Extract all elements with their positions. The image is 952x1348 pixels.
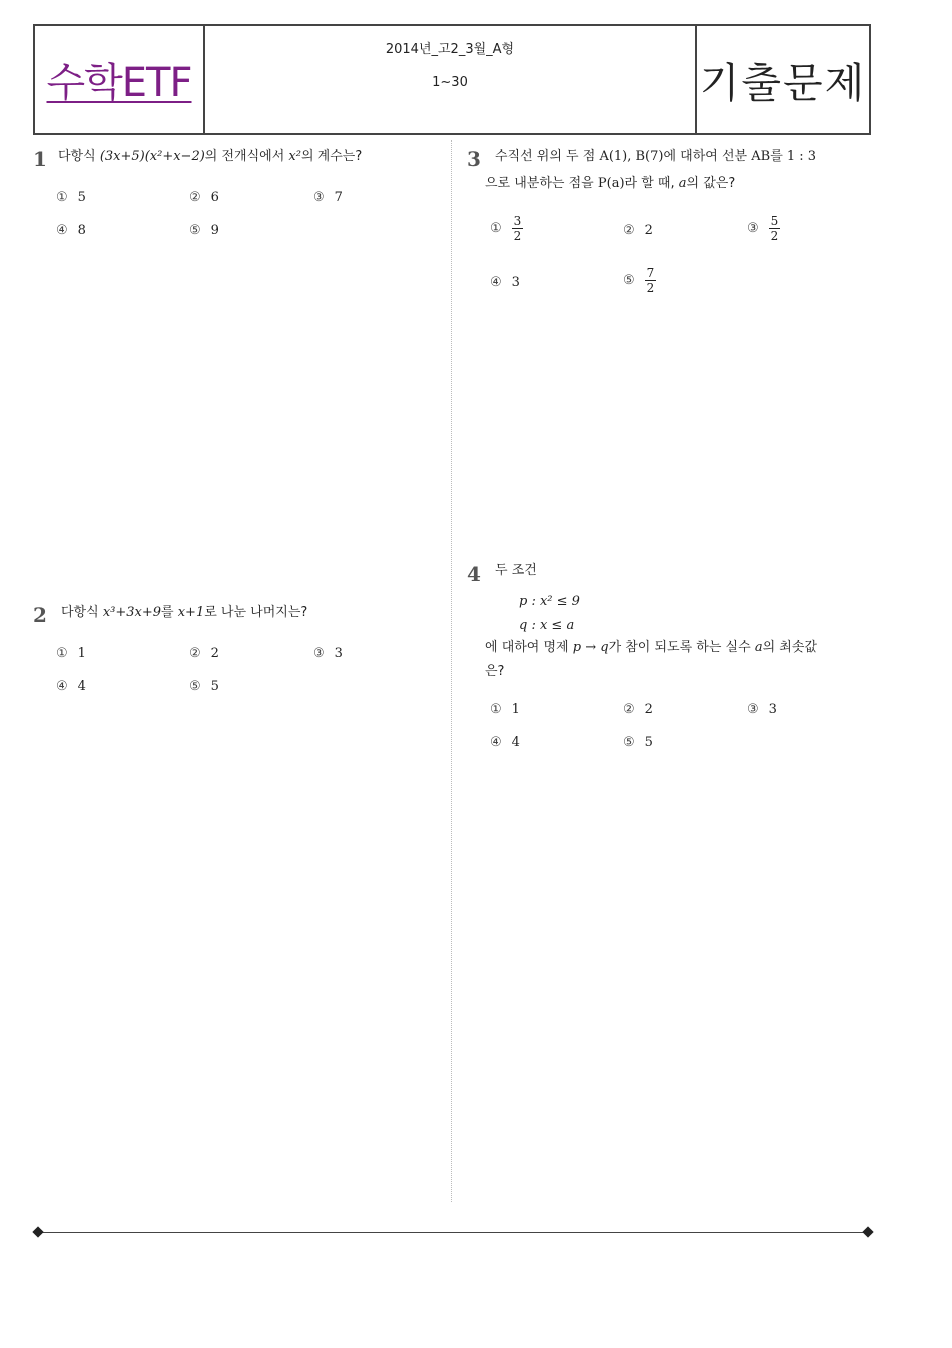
q1-term: x² — [288, 149, 301, 164]
q4-choice-5[interactable] — [623, 735, 653, 750]
denominator: 2 — [770, 229, 779, 243]
numerator: 7 — [646, 266, 655, 280]
title-cell — [697, 26, 869, 133]
choice-mark: ⑤ — [189, 223, 201, 238]
q1-choice-4[interactable] — [56, 223, 86, 238]
q1-mid: 의 전개식에서 — [204, 149, 289, 164]
choice-value: 4 — [77, 679, 86, 694]
q4-condition-q: q : x ≤ a — [519, 618, 575, 633]
q1-expr: (3x+5)(x²+x−2) — [99, 149, 205, 164]
q1-pre: 다항식 — [58, 149, 100, 164]
choice-value: 1 — [77, 646, 86, 661]
q3-text-b: 에 대하여 선분 — [663, 149, 752, 164]
q3-line-2 — [485, 171, 735, 197]
q4-proposition: p → q — [572, 640, 609, 655]
q4-choice-3[interactable] — [747, 702, 777, 717]
q2-number: 2 — [33, 603, 47, 627]
q4-choice-4[interactable] — [490, 735, 520, 750]
q1-choice-2[interactable] — [189, 190, 219, 205]
logo: 수학ETF — [46, 60, 192, 106]
choice-mark: ⑤ — [623, 273, 635, 288]
denominator: 2 — [646, 281, 655, 295]
q4-text-a: 에 대하여 명제 — [485, 640, 573, 655]
q2-post: 로 나눈 나머지는? — [204, 605, 308, 620]
choice-mark: ① — [490, 702, 502, 717]
choice-fraction — [769, 214, 781, 243]
q2-pre: 다항식 — [61, 605, 103, 620]
column-divider — [451, 140, 452, 1202]
choice-value: 3 — [334, 646, 343, 661]
q2-mid: 를 — [161, 605, 178, 620]
q3-segment: AB — [751, 149, 771, 164]
exam-name: 2014년_고2_3월_A형 — [385, 42, 515, 57]
choice-mark: ③ — [313, 190, 325, 205]
q3-text-a: 수직선 위의 두 점 — [495, 149, 600, 164]
q4-text-c: 의 최솟값 — [762, 640, 817, 655]
choice-mark: ① — [490, 221, 502, 236]
choice-mark: ① — [56, 646, 68, 661]
q3-text-f: 의 값은? — [686, 176, 736, 191]
q2-choice-5[interactable] — [189, 679, 219, 694]
q2-expr: x³+3x+9 — [102, 605, 162, 620]
choice-mark: ② — [623, 702, 635, 717]
page-title: 기출문제 — [699, 59, 867, 107]
choice-mark: ④ — [56, 679, 68, 694]
q3-text-e: 라 할 때, — [624, 176, 679, 191]
choice-value: 2 — [644, 702, 653, 717]
choice-value: 7 — [334, 190, 343, 205]
choice-mark: ② — [623, 223, 635, 238]
q3-number: 3 — [467, 147, 481, 171]
q3-points: A(1), B(7) — [599, 149, 664, 164]
choice-mark: ⑤ — [189, 679, 201, 694]
q3-var: a — [678, 176, 687, 191]
q3-choice-5[interactable] — [623, 266, 656, 295]
choice-mark: ② — [189, 646, 201, 661]
footer-rule — [38, 1232, 868, 1233]
q4-text-b: 가 참이 되도록 하는 실수 — [608, 640, 755, 655]
q3-choice-3[interactable] — [747, 214, 780, 243]
choice-value: 3 — [768, 702, 777, 717]
q3-ratio: 1 : 3 — [786, 149, 817, 164]
choice-value: 5 — [210, 679, 219, 694]
q2-choice-3[interactable] — [313, 646, 343, 661]
q4-choice-2[interactable] — [623, 702, 653, 717]
choice-value: 2 — [644, 223, 653, 238]
choice-value: 6 — [210, 190, 219, 205]
choice-mark: ③ — [747, 702, 759, 717]
choice-value: 4 — [511, 735, 520, 750]
q3-choice-2[interactable] — [623, 223, 653, 238]
q2-divisor: x+1 — [177, 605, 205, 620]
q2-choice-2[interactable] — [189, 646, 219, 661]
q4-condition-p: p : x² ≤ 9 — [519, 594, 580, 609]
q4-number: 4 — [467, 562, 481, 586]
q3-text-c: 를 — [770, 149, 787, 164]
question-range: 1~30 — [432, 75, 468, 90]
q3-text-d: 으로 내분하는 점을 — [485, 176, 598, 191]
choice-mark: ③ — [313, 646, 325, 661]
choice-value: 8 — [77, 223, 86, 238]
choice-mark: ② — [189, 190, 201, 205]
choice-value: 5 — [644, 735, 653, 750]
q2-choice-4[interactable] — [56, 679, 86, 694]
q3-point-p: P(a) — [597, 176, 625, 191]
q1-choice-5[interactable] — [189, 223, 219, 238]
choice-fraction — [512, 214, 524, 243]
choice-mark: ④ — [56, 223, 68, 238]
choice-mark: ① — [56, 190, 68, 205]
q1-text — [58, 144, 362, 170]
q4-line-1 — [485, 635, 817, 661]
q3-choice-4[interactable] — [490, 275, 520, 290]
choice-mark: ③ — [747, 221, 759, 236]
numerator: 5 — [770, 214, 779, 228]
q4-intro: 두 조건 — [495, 563, 537, 578]
footer-diamond-left — [32, 1226, 43, 1237]
q1-choice-3[interactable] — [313, 190, 343, 205]
choice-fraction — [645, 266, 657, 295]
choice-mark: ④ — [490, 275, 502, 290]
q4-line-2: 은? — [485, 664, 505, 679]
q1-choice-1[interactable] — [56, 190, 86, 205]
choice-value: 2 — [210, 646, 219, 661]
choice-mark: ⑤ — [623, 735, 635, 750]
logo-cell — [35, 26, 205, 133]
q2-choice-1[interactable] — [56, 646, 86, 661]
choice-value: 3 — [511, 275, 520, 290]
choice-value: 9 — [210, 223, 219, 238]
q1-post: 의 계수는? — [300, 149, 363, 164]
q3-line-1 — [495, 144, 816, 170]
exam-info-cell — [205, 26, 697, 133]
choice-value: 5 — [77, 190, 86, 205]
numerator: 3 — [513, 214, 522, 228]
q4-var: a — [754, 640, 763, 655]
choice-value: 1 — [511, 702, 520, 717]
denominator: 2 — [513, 229, 522, 243]
q4-choice-1[interactable] — [490, 702, 520, 717]
choice-mark: ④ — [490, 735, 502, 750]
q2-text — [61, 600, 307, 626]
q3-choice-1[interactable] — [490, 214, 523, 243]
footer-diamond-right — [862, 1226, 873, 1237]
q1-number: 1 — [33, 147, 47, 171]
header-table — [33, 24, 871, 135]
